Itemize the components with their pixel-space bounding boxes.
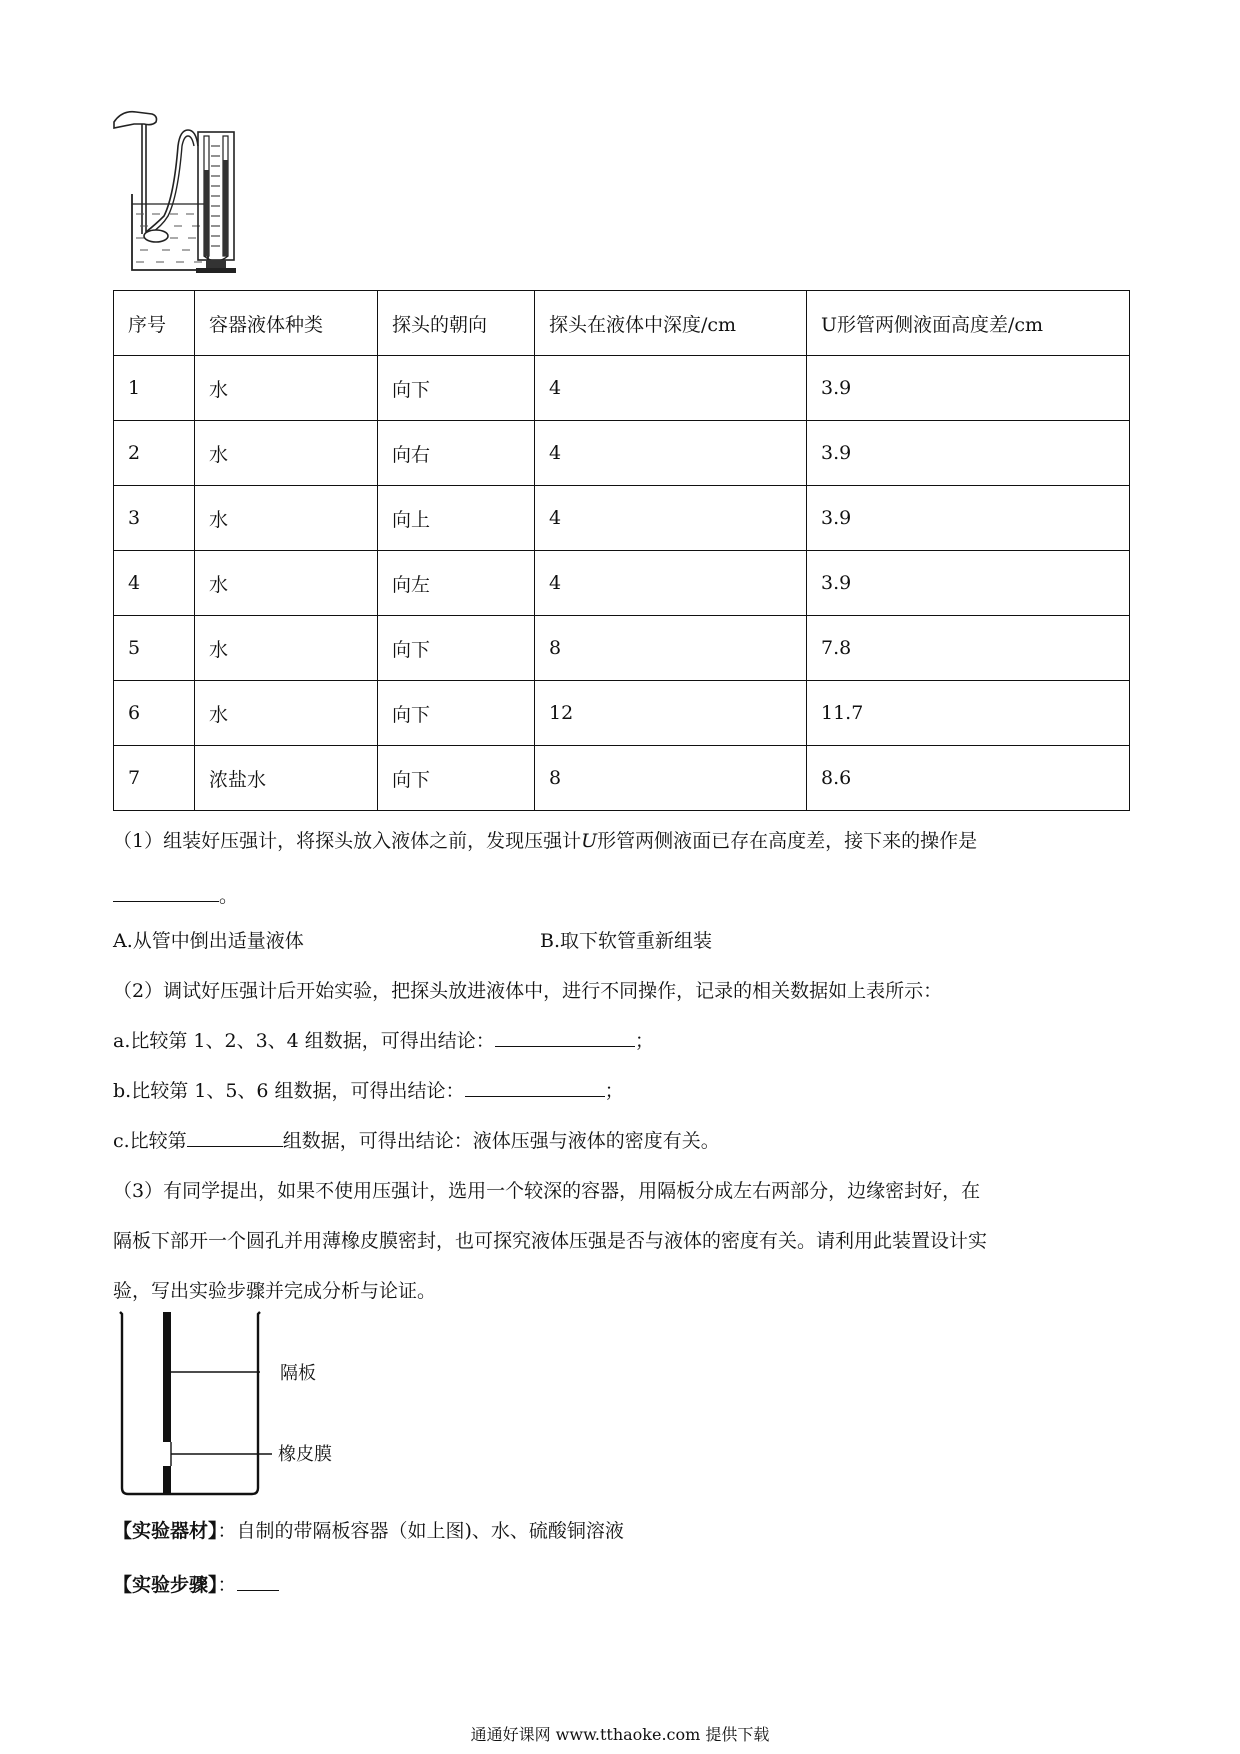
- q2-part-c: [113, 1126, 720, 1153]
- q2-b-text: b.比较第 1、5、6 组数据，可得出结论：: [113, 1080, 465, 1102]
- table-row: [114, 356, 1130, 421]
- table-cell: 4: [114, 551, 195, 616]
- table-cell: 水: [195, 356, 378, 421]
- q1-text-b: 形管两侧液面已存在高度差，接下来的操作是: [597, 830, 978, 852]
- answer-blank[interactable]: [113, 900, 219, 902]
- table-cell: 2: [114, 421, 195, 486]
- page-footer: 通通好课网 www.tthaoke.com 提供下载: [470, 1725, 770, 1744]
- table-row: [114, 616, 1130, 681]
- q2-part-a: [113, 1026, 654, 1053]
- q2-a-end: ；: [634, 1030, 654, 1052]
- q1-text-u: U: [581, 830, 598, 852]
- steps-label: 【实验步骤】: [113, 1574, 218, 1596]
- table-cell: 4: [535, 551, 807, 616]
- q3-line-3: 验，写出实验步骤并完成分析与论证。: [113, 1280, 437, 1302]
- q3-line-1: （3）有同学提出，如果不使用压强计，选用一个较深的容器，用隔板分成左右两部分，边缘密封好，在: [113, 1180, 981, 1202]
- table-row: [114, 551, 1130, 616]
- hand-icon: [114, 112, 157, 128]
- q2-part-b: [113, 1076, 624, 1103]
- table-cell: 8.6: [807, 746, 1130, 811]
- table-cell: 7: [114, 746, 195, 811]
- table-row: [114, 746, 1130, 811]
- header-cell: U形管两侧液面高度差/cm: [807, 291, 1130, 356]
- table-cell: 水: [195, 486, 378, 551]
- table-cell: 8: [535, 616, 807, 681]
- answer-blank[interactable]: [495, 1045, 635, 1047]
- table-cell: 11.7: [807, 681, 1130, 746]
- answer-blank[interactable]: [187, 1145, 283, 1147]
- table-cell: 3.9: [807, 421, 1130, 486]
- data-table: [113, 290, 1130, 811]
- table-cell: 向下: [378, 681, 535, 746]
- table-cell: 向右: [378, 421, 535, 486]
- table-cell: 向下: [378, 616, 535, 681]
- header-cell: 探头的朝向: [378, 291, 535, 356]
- label-partition: 隔板: [280, 1363, 316, 1384]
- table-cell: 4: [535, 356, 807, 421]
- table-cell: 水: [195, 421, 378, 486]
- q2-intro: （2）调试好压强计后开始实验，把探头放进液体中，进行不同操作，记录的相关数据如上表所示：: [113, 980, 943, 1002]
- table-cell: 向上: [378, 486, 535, 551]
- q1-text-end: 。: [219, 885, 239, 907]
- table-cell: 浓盐水: [195, 746, 378, 811]
- partition-container-figure: [112, 1308, 372, 1498]
- table-cell: 3.9: [807, 486, 1130, 551]
- q3-line-2: 隔板下部开一个圆孔并用薄橡皮膜密封，也可探究液体压强是否与液体的密度有关。请利用此装置设计实: [113, 1230, 988, 1252]
- q1-text-a: （1）组装好压强计，将探头放入液体之前，发现压强计: [113, 830, 582, 852]
- q2-c-text-b: 组数据，可得出结论：液体压强与液体的密度有关。: [282, 1130, 720, 1152]
- table-cell: 水: [195, 616, 378, 681]
- table-cell: 3: [114, 486, 195, 551]
- table-cell: 向下: [378, 746, 535, 811]
- q2-c-text-a: c.比较第: [113, 1130, 187, 1152]
- q1-option-a: A.从管中倒出适量液体: [113, 930, 304, 952]
- materials-text: ：自制的带隔板容器（如上图)、水、硫酸铜溶液: [217, 1520, 624, 1542]
- table-cell: 5: [114, 616, 195, 681]
- question-1-answer-line: [113, 881, 238, 908]
- steps-line: [113, 1570, 279, 1597]
- table-cell: 4: [535, 421, 807, 486]
- label-membrane: 橡皮膜: [278, 1444, 332, 1465]
- table-header-row: [114, 291, 1130, 356]
- table-cell: 8: [535, 746, 807, 811]
- header-cell: 序号: [114, 291, 195, 356]
- materials-label: 【实验器材】: [113, 1520, 218, 1542]
- table-row: [114, 486, 1130, 551]
- table-cell: 3.9: [807, 551, 1130, 616]
- table-cell: 7.8: [807, 616, 1130, 681]
- table-cell: 12: [535, 681, 807, 746]
- table-cell: 水: [195, 681, 378, 746]
- answer-blank[interactable]: [465, 1095, 605, 1097]
- table-cell: 3.9: [807, 356, 1130, 421]
- table-cell: 6: [114, 681, 195, 746]
- steps-text: ：: [217, 1574, 237, 1596]
- q2-a-text: a.比较第 1、2、3、4 组数据，可得出结论：: [113, 1030, 495, 1052]
- question-1-stem: [113, 826, 977, 853]
- header-cell: 容器液体种类: [195, 291, 378, 356]
- header-cell: 探头在液体中深度/cm: [535, 291, 807, 356]
- table-cell: 向左: [378, 551, 535, 616]
- table-cell: 向下: [378, 356, 535, 421]
- table-row: [114, 681, 1130, 746]
- table-cell: 4: [535, 486, 807, 551]
- partition-board: [163, 1312, 171, 1442]
- q2-b-end: ；: [604, 1080, 624, 1102]
- table-cell: 1: [114, 356, 195, 421]
- q1-option-b: B.取下软管重新组装: [540, 930, 713, 952]
- table-row: [114, 421, 1130, 486]
- materials-line: [113, 1516, 624, 1543]
- table-cell: 水: [195, 551, 378, 616]
- pressure-gauge-figure: [112, 106, 252, 276]
- answer-blank[interactable]: [237, 1589, 279, 1591]
